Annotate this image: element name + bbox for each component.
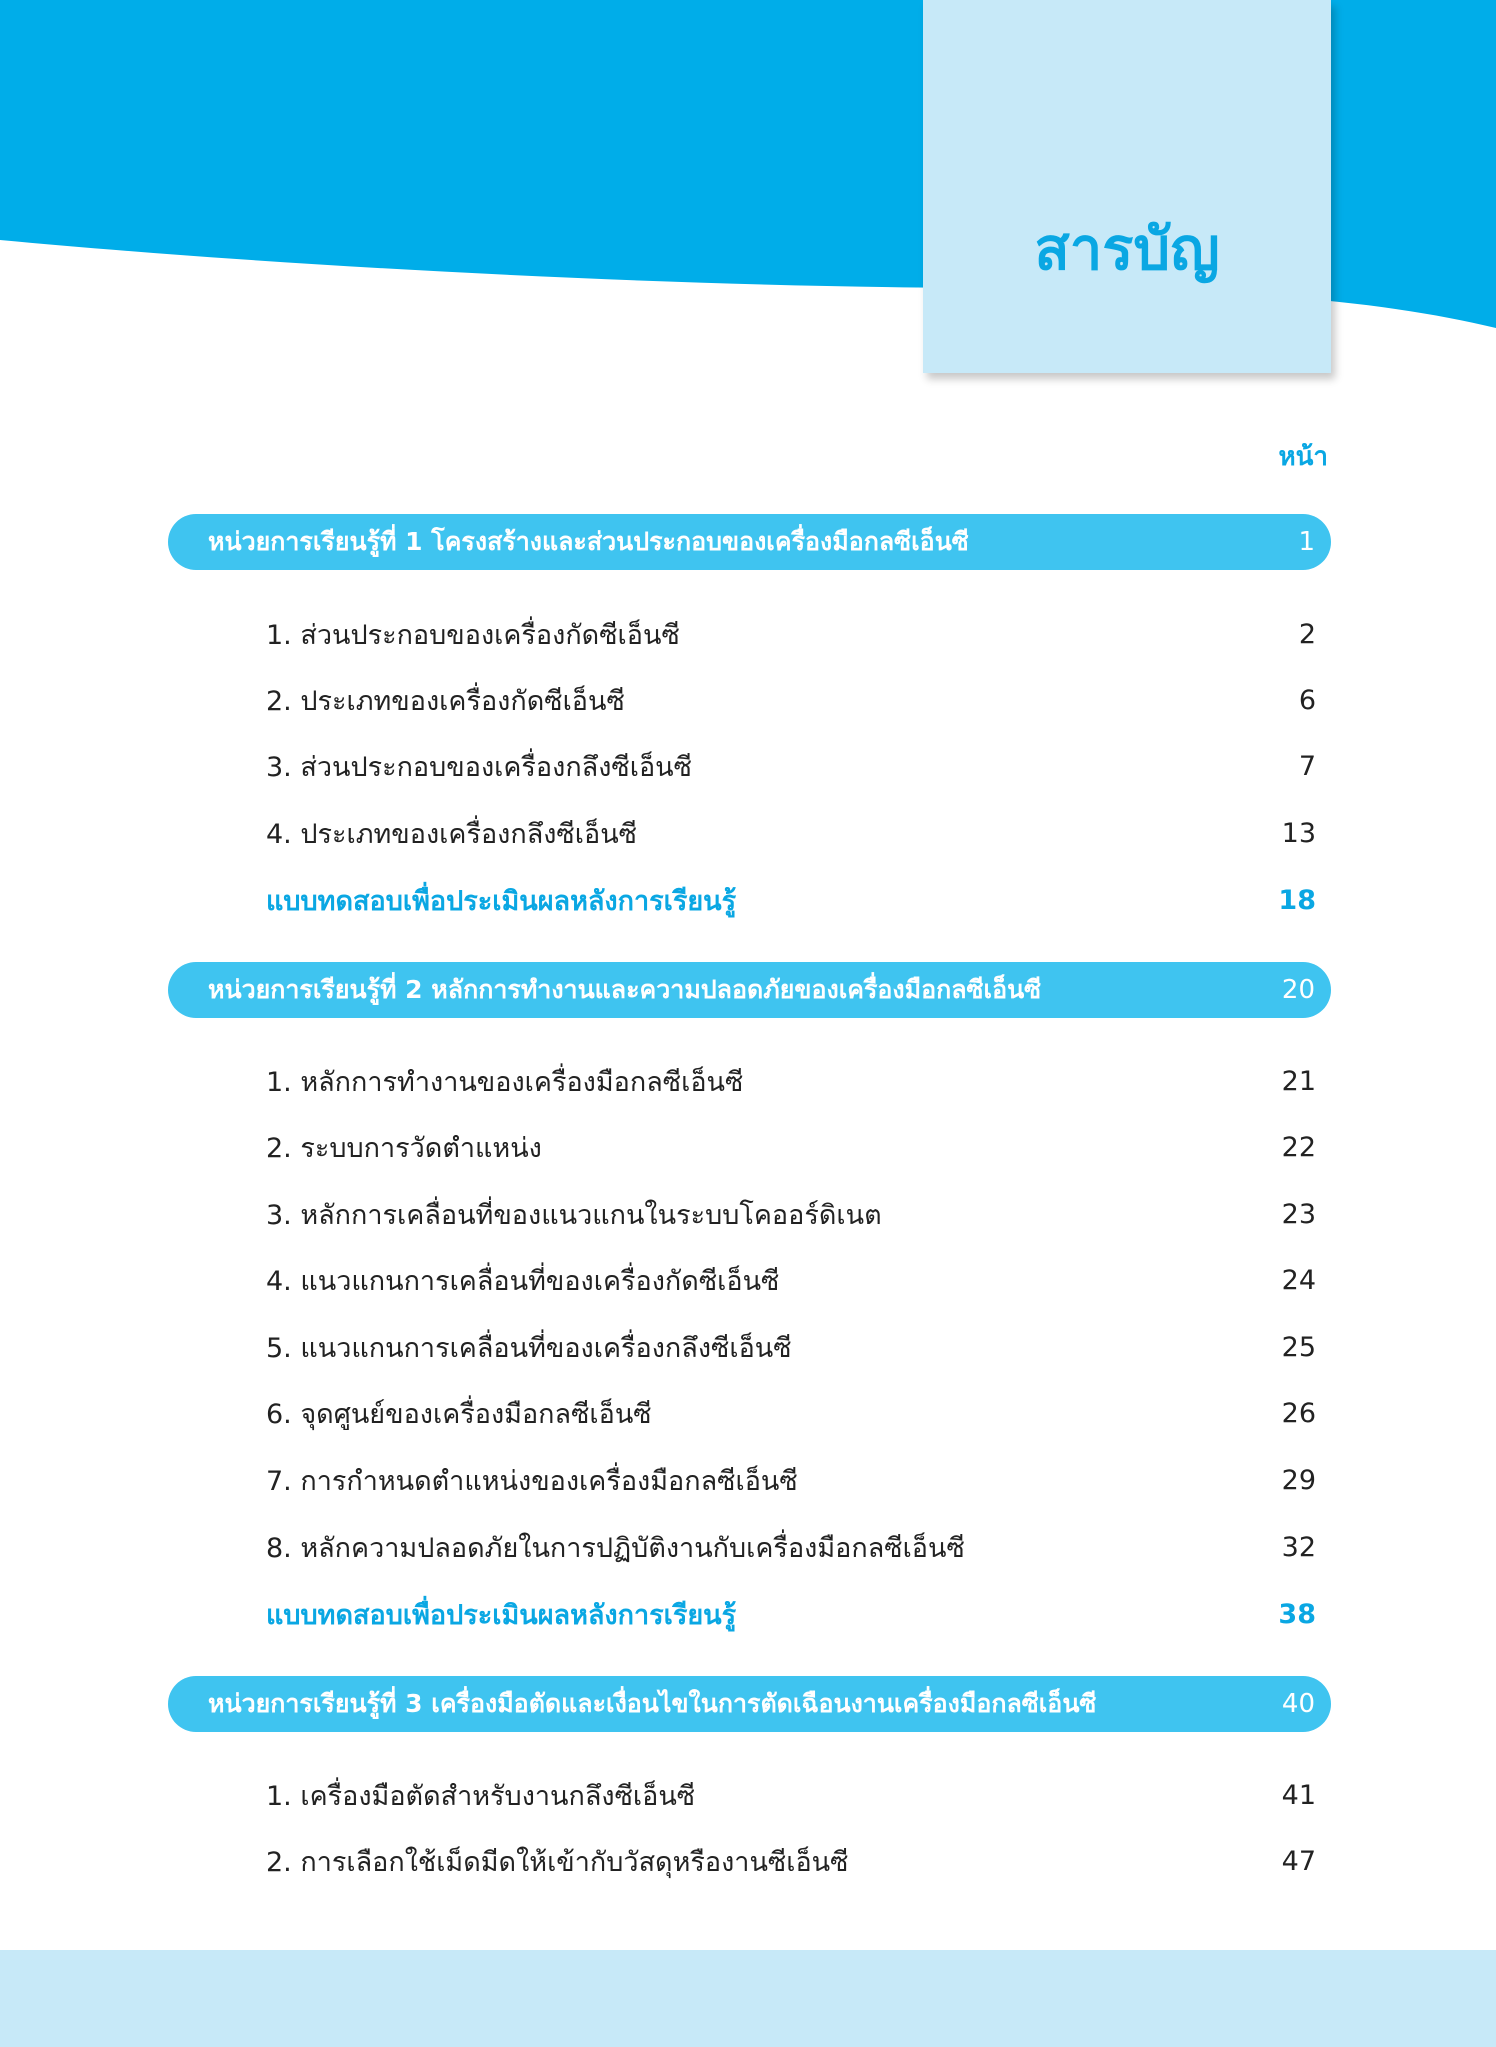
unit-page: 40 [1281, 1689, 1315, 1719]
entry-label: 1. ส่วนประกอบของเครื่องกัดซีเอ็นซี [266, 619, 680, 651]
entry-label: 1. หลักการทำงานของเครื่องมือกลซีเอ็นซี [266, 1066, 744, 1098]
entry-label: 2. ระบบการวัดตำแหน่ง [266, 1132, 542, 1164]
entry-label: 5. แนวแกนการเคลื่อนที่ของเครื่องกลึงซีเอ็นซี [266, 1332, 792, 1364]
quiz-page: 38 [1278, 1598, 1316, 1630]
unit-title: หน่วยการเรียนรู้ที่ 3 เครื่องมือตัดและเงื่อนไขในการตัดเฉือนงานเครื่องมือกลซีเอ็นซี [208, 1689, 1097, 1718]
toc-entry[interactable] [266, 1327, 1316, 1367]
quiz-page: 18 [1278, 884, 1316, 916]
entry-label: 3. ส่วนประกอบของเครื่องกลึงซีเอ็นซี [266, 751, 692, 783]
unit-2-header[interactable] [168, 962, 1331, 1018]
toc-entry[interactable] [266, 1460, 1316, 1500]
toc-entry[interactable] [266, 746, 1316, 786]
toc-entry[interactable] [266, 680, 1316, 720]
unit-title: หน่วยการเรียนรู้ที่ 2 หลักการทำงานและความปลอดภัยของเครื่องมือกลซีเอ็นซี [208, 975, 1042, 1004]
toc-entry[interactable] [266, 1194, 1316, 1234]
entry-label: 2. ประเภทของเครื่องกัดซีเอ็นซี [266, 685, 625, 717]
page-column-label: หน้า [1278, 442, 1328, 472]
toc-entry[interactable] [266, 1260, 1316, 1300]
entry-label: 4. ประเภทของเครื่องกลึงซีเอ็นซี [266, 818, 637, 850]
toc-entry-quiz[interactable] [266, 880, 1316, 920]
quiz-label: แบบทดสอบเพื่อประเมินผลหลังการเรียนรู้ [266, 1599, 737, 1631]
toc-entry[interactable] [266, 1841, 1316, 1881]
entry-label: 4. แนวแกนการเคลื่อนที่ของเครื่องกัดซีเอ็นซี [266, 1265, 780, 1297]
entry-page: 23 [1281, 1198, 1316, 1230]
entry-label: 2. การเลือกใช้เม็ดมีดให้เข้ากับวัสดุหรืองานซีเอ็นซี [266, 1846, 849, 1878]
unit-page: 1 [1298, 527, 1315, 557]
unit-page: 20 [1281, 975, 1315, 1005]
toc-entry[interactable] [266, 813, 1316, 853]
entry-page: 21 [1281, 1065, 1316, 1097]
footer-band [0, 1950, 1496, 2047]
quiz-label: แบบทดสอบเพื่อประเมินผลหลังการเรียนรู้ [266, 885, 737, 917]
entry-page: 41 [1281, 1779, 1316, 1811]
entry-label: 6. จุดศูนย์ของเครื่องมือกลซีเอ็นซี [266, 1398, 652, 1430]
unit-1-header[interactable] [168, 514, 1331, 570]
entry-page: 2 [1298, 618, 1316, 650]
entry-page: 7 [1298, 750, 1316, 782]
entry-label: 8. หลักความปลอดภัยในการปฏิบัติงานกับเครื่องมือกลซีเอ็นซี [266, 1532, 965, 1564]
entry-page: 25 [1281, 1331, 1316, 1363]
title-card [923, 0, 1331, 373]
unit-title: หน่วยการเรียนรู้ที่ 1 โครงสร้างและส่วนประกอบของเครื่องมือกลซีเอ็นซี [208, 527, 969, 556]
entry-page: 26 [1281, 1397, 1316, 1429]
toc-entry[interactable] [266, 614, 1316, 654]
toc-entry[interactable] [266, 1061, 1316, 1101]
entry-label: 1. เครื่องมือตัดสำหรับงานกลึงซีเอ็นซี [266, 1780, 696, 1812]
toc-entry[interactable] [266, 1775, 1316, 1815]
entry-page: 32 [1281, 1531, 1316, 1563]
entry-page: 29 [1281, 1464, 1316, 1496]
entry-label: 7. การกำหนดตำแหน่งของเครื่องมือกลซีเอ็นซี [266, 1465, 798, 1497]
unit-3-header[interactable] [168, 1676, 1331, 1732]
entry-page: 24 [1281, 1264, 1316, 1296]
toc-entry-quiz[interactable] [266, 1594, 1316, 1634]
entry-page: 6 [1298, 684, 1316, 716]
entry-page: 13 [1281, 817, 1316, 849]
entry-label: 3. หลักการเคลื่อนที่ของแนวแกนในระบบโคออร์ดิเนต [266, 1199, 882, 1231]
toc-entry[interactable] [266, 1527, 1316, 1567]
entry-page: 47 [1281, 1845, 1316, 1877]
page-title: สารบัญ [1034, 215, 1220, 283]
entry-page: 22 [1281, 1131, 1316, 1163]
toc-entry[interactable] [266, 1393, 1316, 1433]
toc-entry[interactable] [266, 1127, 1316, 1167]
